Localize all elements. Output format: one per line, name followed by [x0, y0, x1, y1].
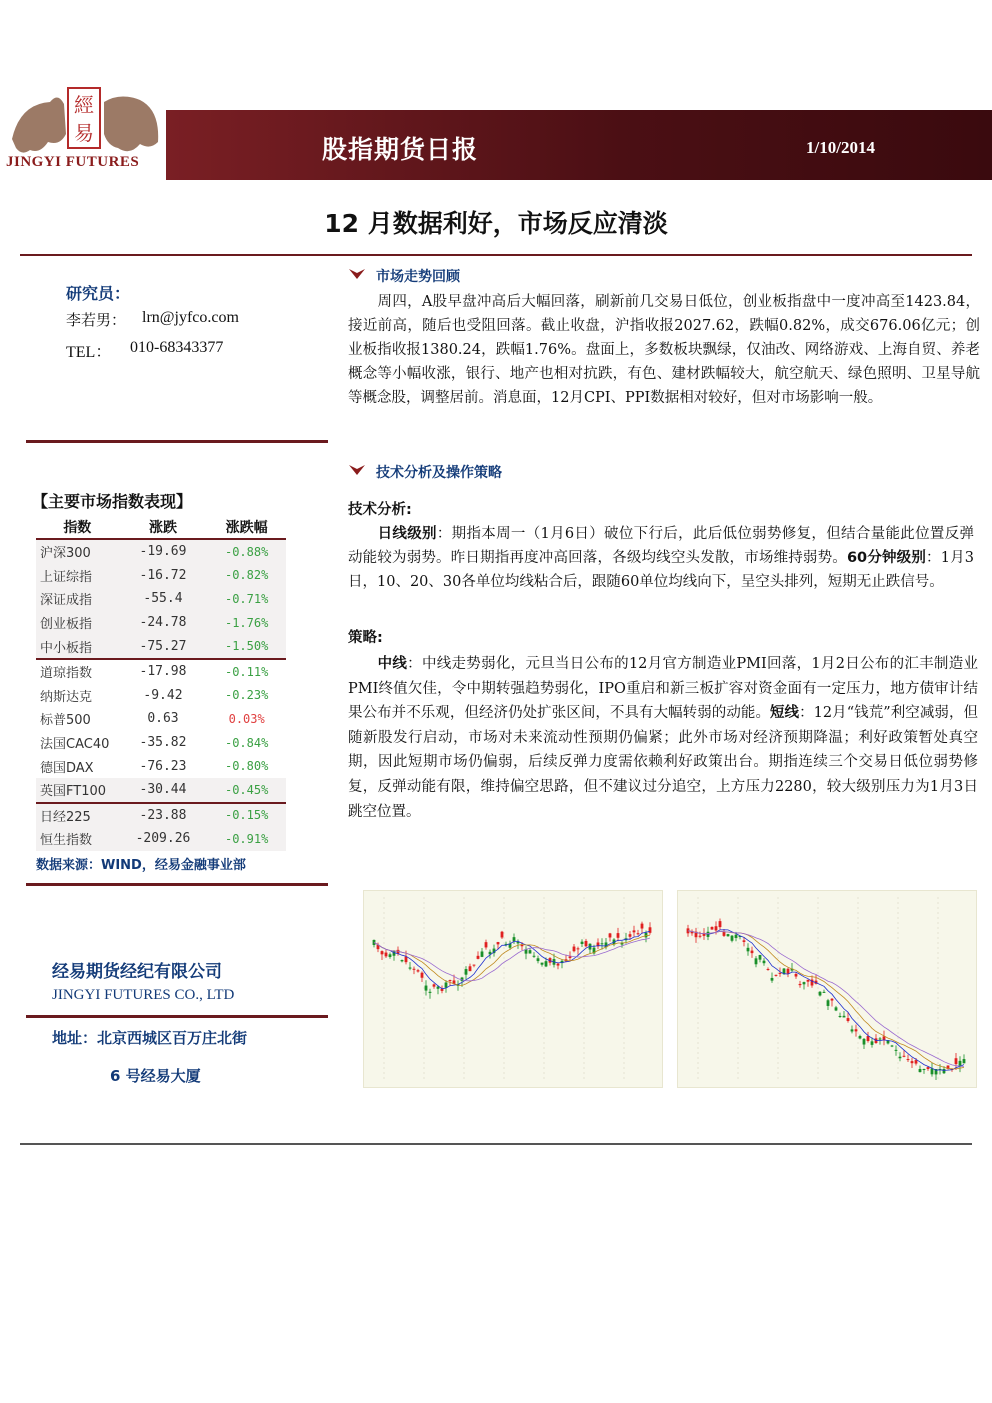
index-name-cell: 标普500 [40, 713, 91, 729]
section-heading-tech [348, 462, 502, 482]
candlestick-chart-image [364, 891, 662, 1087]
index-change-cell: 0.63 [147, 711, 179, 727]
index-change-cell: -9.42 [143, 687, 183, 703]
logo-text: JINGYI FUTURES [6, 154, 140, 170]
index-name-cell: 创业板指 [36, 611, 119, 635]
table-row [36, 684, 286, 708]
index-name-cell: 法国CAC40 [40, 737, 110, 753]
divider [26, 883, 328, 886]
index-pct-cell: -0.88% [207, 539, 286, 564]
index-name-cell: 深证成指 [36, 587, 119, 611]
company-name-cn: 经易期货经纪有限公司 [52, 962, 222, 982]
arrow-bullet-icon [348, 463, 366, 481]
index-name-cell: 英国FT100 [36, 778, 119, 803]
index-name-cell: 德国DAX [40, 760, 94, 776]
table-row [36, 731, 286, 755]
index-change-cell: -23.88 [119, 803, 208, 828]
index-pct-cell: -1.76% [207, 611, 286, 635]
headline: 12 月数据利好，市场反应清淡 [324, 209, 668, 238]
table-row [36, 707, 286, 731]
table-row [36, 587, 286, 611]
index-change-cell: -19.69 [119, 539, 208, 564]
data-source: 数据来源：WIND，经易金融事业部 [36, 858, 246, 873]
researcher-name: 李若男： [66, 311, 127, 329]
report-title: 股指期货日报 [322, 135, 479, 164]
index-change-cell: -209.26 [119, 827, 208, 851]
index-name-cell: 恒生指数 [36, 827, 119, 851]
tech-analysis-paragraph [348, 522, 974, 594]
svg-text:易: 易 [74, 121, 94, 145]
tel-label: TEL： [66, 344, 112, 361]
index-name-cell: 道琼指数 [40, 666, 93, 682]
mid-term-label: 中线 [377, 656, 408, 672]
strategy-label: 策略: [348, 630, 383, 646]
min60-level-text: ：1月3日，10、20、30各单位均线粘合后，跟随60单位均线向下，呈空头排列，短期无止跌信号。 [348, 550, 975, 590]
mid-term-text: ：中线走势弱化，元旦当日公布的12月官方制造业PMI回落，1月2日公布的汇丰制造业PMI终值欠佳，令中期转强趋势弱化，IPO重启和新三板扩容对资金面有一定压力，地方债审计结果公布并不乐观，但经济仍处扩张区间，不具有大幅转弱的动能。 [348, 656, 979, 722]
index-name-cell: 日经225 [36, 803, 119, 828]
tech-analysis-label: 技术分析: [348, 502, 412, 518]
svg-text:經: 經 [74, 93, 94, 117]
section-title: 技术分析及操作策略 [376, 465, 502, 481]
strategy-paragraph [348, 652, 978, 824]
index-change-cell: -17.98 [139, 664, 187, 680]
index-change-cell: -55.4 [119, 587, 208, 611]
index-change-cell: -75.27 [119, 634, 208, 659]
address-line-1: 地址：北京西城区百万庄北街 [52, 1029, 248, 1047]
table-row [36, 827, 286, 851]
index-pct-cell: -1.50% [207, 634, 286, 659]
report-date: 1/10/2014 [806, 138, 875, 157]
index-name-cell: 上证综指 [36, 564, 119, 588]
index-pct-cell: -0.82% [207, 564, 286, 588]
index-table [36, 516, 286, 851]
researcher-email[interactable]: lrn@jyfco.com [142, 309, 239, 326]
short-term-text: ：12月“钱荒”利空减弱，但随新股发行启动，市场对未来流动性预期仍偏紧；此外市场对经济预期降温；利好政策暂处真空期，因此短期市场仍偏弱，后续反弹力度需依赖利好政策出台。期指连续三个交易日低位弱势修复，反弹动能有限，维持偏空思路，但不建议过分追空，上方压力2280，较大级别压力为1月3日跳空位置。 [348, 705, 979, 820]
column-header: 涨跌幅 [207, 516, 286, 539]
candlestick-chart-daily [363, 890, 663, 1088]
address-line-2: 6 号经易大厦 [110, 1067, 201, 1085]
index-change-cell: -24.78 [119, 611, 208, 635]
column-header: 指数 [36, 516, 119, 539]
index-pct-cell: -0.91% [207, 827, 286, 851]
index-pct-cell: -0.45% [207, 778, 286, 803]
index-pct-cell: -0.80% [224, 759, 269, 774]
index-pct-cell: -0.15% [207, 803, 286, 828]
daily-level-label: 日线级别 [377, 526, 437, 542]
divider [26, 440, 328, 443]
section-heading-market-review [348, 266, 460, 286]
paragraph-text: 周四，A股早盘冲高后大幅回落，刷新前几交易日低位，创业板指盘中一度冲高至1423.84，接近前高，随后也受阻回落。截止收盘，沪指收报2027.62，跌幅0.82%，成交676.06亿元；创业板指收报1380.24，跌幅1.76%。盘面上，多数板块飘绿，仅油改、网络游戏、上海自贸、养老概念等小幅收涨，银行、地产也相对抗跌，有色、建材跌幅较大，航空航天、绿色照明、卫星导航等概念股，调整居前。消息面，12月CPI、PPI数据相对较好，但对市场影响一般。 [348, 294, 980, 406]
short-term-label: 短线 [770, 705, 800, 722]
index-name-cell: 中小板指 [36, 634, 119, 659]
table-row [36, 634, 286, 659]
index-change-cell: -16.72 [119, 564, 208, 588]
index-pct-cell: -0.71% [207, 587, 286, 611]
min60-level-label: 60分钟级别 [846, 550, 927, 566]
index-name-cell: 纳斯达克 [40, 689, 93, 705]
section-title: 市场走势回顾 [376, 269, 460, 285]
tel-value: 010-68343377 [130, 339, 224, 356]
daily-level-text: ：期指本周一（1月6日）破位下行后，此后低位弱势修复，但结合量能此位置反弹动能较为弱势。昨日期指再度冲高回落，各级均线空头发散，市场维持弱势。 [348, 526, 975, 566]
table-row [36, 539, 286, 564]
column-header: 涨跌 [119, 516, 208, 539]
index-change-cell: -35.82 [139, 735, 187, 751]
table-row [36, 659, 286, 684]
index-pct-cell: -0.11% [224, 664, 269, 679]
index-name-cell: 沪深300 [36, 539, 119, 564]
table-row [36, 754, 286, 778]
candlestick-chart-60min [677, 890, 977, 1088]
researcher-label: 研究员： [66, 284, 131, 303]
company-name-en: JINGYI FUTURES CO., LTD [52, 987, 235, 1003]
table-row [36, 803, 286, 828]
table-row [36, 611, 286, 635]
table-row [36, 564, 286, 588]
market-review-paragraph [348, 290, 980, 410]
index-change-cell: -30.44 [119, 778, 208, 803]
index-pct-cell: 0.03% [228, 711, 265, 726]
arrow-bullet-icon [348, 267, 366, 285]
candlestick-chart-image [678, 891, 976, 1087]
footer-divider [20, 1143, 972, 1145]
index-pct-cell: -0.23% [224, 688, 269, 703]
index-pct-cell: -0.84% [224, 735, 269, 750]
index-change-cell: -76.23 [139, 758, 187, 774]
divider [26, 1015, 328, 1018]
index-table-title: 【主要市场指数表现】 [32, 492, 193, 511]
divider [20, 254, 972, 256]
table-row [36, 778, 286, 803]
